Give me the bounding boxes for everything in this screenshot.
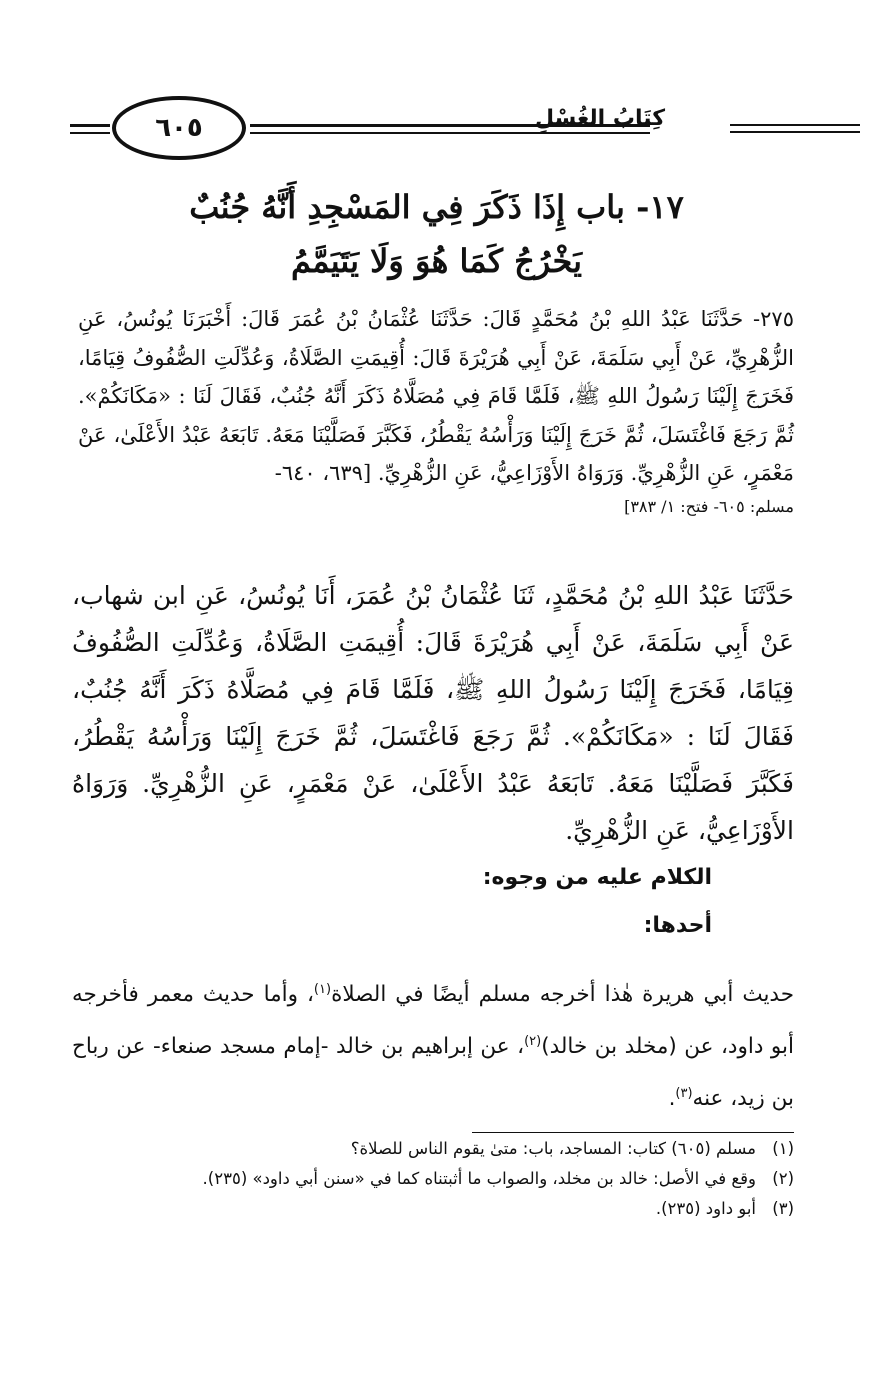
footnote-number: (٣) [772, 1199, 794, 1218]
body-part2: ، وأما حديث معمر فأخرجه أبو داود، عن (مخلد بن خالد) [72, 982, 794, 1060]
footnote-text: أبو داود (٢٣٥). [655, 1199, 756, 1218]
footnote-item [78, 1134, 794, 1164]
footnotes [78, 1134, 794, 1224]
commentary-block [72, 572, 794, 950]
hadith-text-block [78, 300, 794, 521]
footnote-item [78, 1194, 794, 1224]
footnote-item [78, 1164, 794, 1194]
footnote-number: (١) [772, 1139, 794, 1158]
hadith-repeat-text: حَدَّثَنَا عَبْدُ اللهِ بْنُ مُحَمَّدٍ، ثَنَا عُثْمَانُ بْنُ عُمَرَ، أَنَا يُونُسُ، عَنِ ابن شهاب، عَنْ أَبِي سَلَمَةَ، عَنْ أَبِي هُرَيْرَةَ قَالَ: أُقِيمَتِ الصَّلَاةُ، وَعُدِّلَتِ الصُّفُوفُ قِيَامًا، فَخَرَجَ إِلَيْنَا رَسُولُ اللهِ ﷺ، فَلَمَّا قَامَ فِي مُصَلَّاهُ ذَكَرَ أَنَّهُ جُنُبٌ، فَقَالَ لَنَا : «مَكَانَكُمْ». ثُمَّ رَجَعَ فَاغْتَسَلَ، ثُمَّ خَرَجَ إِلَيْنَا وَرَأْسُهُ يَقْطُرُ، فَكَبَّرَ فَصَلَّيْنَا مَعَهُ. تَابَعَهُ عَبْدُ الأَعْلَىٰ، عَنْ مَعْمَرٍ، عَنِ الزُّهْرِيِّ. وَرَوَاهُ الأَوْزَاعِيُّ، عَنِ الزُّهْرِيِّ. [72, 581, 794, 845]
hadith-reference: مسلم: ٦٠٥- فتح: ١/ ٣٨٣] [624, 496, 794, 516]
header-rule-middle [250, 124, 650, 134]
hadith-text: ٢٧٥- حَدَّثَنَا عَبْدُ اللهِ بْنُ مُحَمَّدٍ قَالَ: حَدَّثَنَا عُثْمَانُ بْنُ عُمَرَ قَالَ: أَخْبَرَنَا يُونُسُ، عَنِ الزُّهْرِيِّ، عَنْ أَبِي سَلَمَةَ، عَنْ أَبِي هُرَيْرَةَ قَالَ: أُقِيمَتِ الصَّلَاةُ، وَعُدِّلَتِ الصُّفُوفُ قِيَامًا، فَخَرَجَ إِلَيْنَا رَسُولُ اللهِ ﷺ، فَلَمَّا قَامَ فِي مُصَلَّاهُ ذَكَرَ أَنَّهُ جُنُبٌ، فَقَالَ لَنَا : «مَكَانَكُمْ». ثُمَّ رَجَعَ فَاغْتَسَلَ، ثُمَّ خَرَجَ إِلَيْنَا وَرَأْسُهُ يَقْطُرُ، فَكَبَّرَ فَصَلَّيْنَا مَعَهُ. تَابَعَهُ عَبْدُ الأَعْلَىٰ، عَنْ مَعْمَرٍ، عَنِ الزُّهْرِيِّ. وَرَوَاهُ الأَوْزَاعِيُّ، عَنِ الزُّهْرِيِّ. [٦٣٩، ٦٤٠- [78, 307, 794, 485]
footnote-number: (٢) [772, 1169, 794, 1188]
footnote-separator [472, 1132, 794, 1133]
body-part1: حديث أبي هريرة هٰذا أخرجه مسلم أيضًا في الصلاة [331, 982, 794, 1008]
commentary-paragraph [72, 966, 794, 1122]
body-part4: . [668, 1086, 676, 1112]
page-number: ٦٠٥ [155, 113, 203, 143]
header-rule-left [70, 124, 110, 134]
section-subheading: أحدها: [643, 913, 712, 938]
header-rule-right [730, 124, 860, 133]
section-heading: الكلام عليه من وجوه: [482, 865, 712, 890]
body-part3: ، عن إبراهيم بن خالد -إمام مسجد صنعاء- عن رباح بن زيد، عنه [72, 1034, 794, 1112]
commentary-body [72, 966, 794, 1122]
footnote-marker-1[interactable]: (١) [313, 982, 332, 997]
chapter-heading-line1: ١٧- باب إِذَا ذَكَرَ فِي المَسْجِدِ أَنَّهُ جُنُبٌ [189, 188, 684, 226]
footnote-text: وقع في الأصل: خالد بن مخلد، والصواب ما أثبتناه كما في «سنن أبي داود» (٢٣٥). [202, 1169, 756, 1188]
page-number-oval [112, 96, 246, 160]
chapter-heading-line2: يَخْرُجُ كَمَا هُوَ وَلَا يَتَيَمَّمُ [290, 242, 583, 280]
footnote-marker-2[interactable]: (٢) [524, 1034, 542, 1050]
book-title: كِتَابُ الغُسْلِ [534, 106, 665, 131]
footnote-marker-3[interactable]: (٣) [675, 1086, 693, 1102]
running-header [70, 88, 795, 170]
footnote-text: مسلم (٦٠٥) كتاب: المساجد، باب: متىٰ يقوم الناس للصلاة؟ [350, 1139, 756, 1158]
chapter-heading [80, 180, 793, 288]
